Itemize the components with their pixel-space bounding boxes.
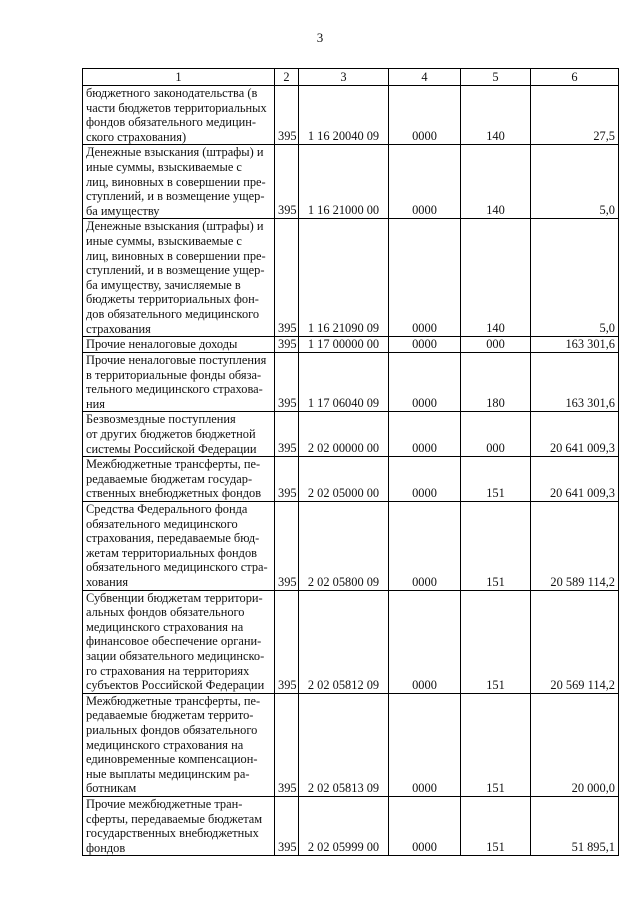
table-row	[83, 353, 619, 412]
program-code: 0000	[389, 219, 461, 337]
economic-code: 151	[461, 693, 531, 796]
row-description: Денежные взыскания (штрафы) и иные суммы, взыскиваемые с лиц, виновных в совершении пре- ступлений, и в возмещение ущер- ба имуществу	[83, 145, 275, 219]
column-header: 1	[83, 69, 275, 86]
row-description: Межбюджетные трансферты, пе- редаваемые бюджетам государ- ственных внебюджетных фондов	[83, 457, 275, 502]
column-header: 5	[461, 69, 531, 86]
table-row	[83, 590, 619, 693]
classification-code: 2 02 05800 09	[299, 502, 389, 591]
table-row	[83, 412, 619, 457]
program-code: 0000	[389, 353, 461, 412]
row-description: Прочие неналоговые поступления в территориальные фонды обяза- тельного медицинского страхова- ния	[83, 353, 275, 412]
classification-code: 1 16 20040 09	[299, 86, 389, 145]
admin-code: 395	[275, 693, 299, 796]
economic-code: 140	[461, 145, 531, 219]
classification-code: 2 02 05813 09	[299, 693, 389, 796]
program-code: 0000	[389, 502, 461, 591]
table-row	[83, 219, 619, 337]
amount: 163 301,6	[531, 353, 619, 412]
page-number: 3	[316, 30, 324, 45]
admin-code: 395	[275, 502, 299, 591]
row-description: Прочие межбюджетные тран- сферты, передаваемые бюджетам государственных внебюджетных фондов	[83, 796, 275, 855]
row-description: Безвозмездные поступления от других бюджетов бюджетной системы Российской Федерации	[83, 412, 275, 457]
economic-code: 140	[461, 219, 531, 337]
table-row	[83, 86, 619, 145]
classification-code: 2 02 05000 00	[299, 457, 389, 502]
amount: 5,0	[531, 219, 619, 337]
table-row	[83, 145, 619, 219]
admin-code: 395	[275, 145, 299, 219]
admin-code: 395	[275, 86, 299, 145]
column-header: 3	[299, 69, 389, 86]
table-row	[83, 502, 619, 591]
table-row	[83, 796, 619, 855]
amount: 5,0	[531, 145, 619, 219]
economic-code: 180	[461, 353, 531, 412]
table-row	[83, 693, 619, 796]
admin-code: 395	[275, 219, 299, 337]
amount: 51 895,1	[531, 796, 619, 855]
program-code: 0000	[389, 590, 461, 693]
row-description: Денежные взыскания (штрафы) и иные суммы, взыскиваемые с лиц, виновных в совершении пре- ступлений, и в возмещение ущер- ба имуществу, зачисляемые в бюджеты территориальных фон- дов обязательного медицинского страхования	[83, 219, 275, 337]
economic-code: 151	[461, 502, 531, 591]
amount: 20 000,0	[531, 693, 619, 796]
row-description: Прочие неналоговые доходы	[83, 337, 275, 353]
program-code: 0000	[389, 337, 461, 353]
column-header: 4	[389, 69, 461, 86]
amount: 27,5	[531, 86, 619, 145]
amount: 163 301,6	[531, 337, 619, 353]
program-code: 0000	[389, 86, 461, 145]
row-description: Субвенции бюджетам территори- альных фондов обязательного медицинского страхования на финансовое обеспечение органи- зации обязательного медицинско- го страхования на территориях субъектов Российской Федерации	[83, 590, 275, 693]
program-code: 0000	[389, 796, 461, 855]
program-code: 0000	[389, 693, 461, 796]
amount: 20 589 114,2	[531, 502, 619, 591]
classification-code: 2 02 05999 00	[299, 796, 389, 855]
column-header: 6	[531, 69, 619, 86]
economic-code: 000	[461, 337, 531, 353]
admin-code: 395	[275, 457, 299, 502]
classification-code: 1 16 21000 00	[299, 145, 389, 219]
classification-code: 2 02 05812 09	[299, 590, 389, 693]
economic-code: 151	[461, 796, 531, 855]
program-code: 0000	[389, 412, 461, 457]
admin-code: 395	[275, 796, 299, 855]
economic-code: 151	[461, 590, 531, 693]
row-description: бюджетного законодательства (в части бюджетов территориальных фондов обязательного медицин- ского страхования)	[83, 86, 275, 145]
table-row	[83, 457, 619, 502]
row-description: Средства Федерального фонда обязательного медицинского страхования, передаваемые бюд- жетам территориальных фондов обязательного медицинского стра- хования	[83, 502, 275, 591]
admin-code: 395	[275, 412, 299, 457]
economic-code: 151	[461, 457, 531, 502]
program-code: 0000	[389, 457, 461, 502]
classification-code: 2 02 00000 00	[299, 412, 389, 457]
economic-code: 140	[461, 86, 531, 145]
amount: 20 641 009,3	[531, 457, 619, 502]
admin-code: 395	[275, 590, 299, 693]
row-description: Межбюджетные трансферты, пе- редаваемые бюджетам террито- риальных фондов обязательного медицинского страхования на единовременные компенсацион- ные выплаты медицинским ра- ботникам	[83, 693, 275, 796]
admin-code: 395	[275, 353, 299, 412]
economic-code: 000	[461, 412, 531, 457]
classification-code: 1 17 00000 00	[299, 337, 389, 353]
column-header: 2	[275, 69, 299, 86]
program-code: 0000	[389, 145, 461, 219]
admin-code: 395	[275, 337, 299, 353]
table-row	[83, 337, 619, 353]
amount: 20 641 009,3	[531, 412, 619, 457]
budget-revenue-table	[82, 68, 619, 856]
classification-code: 1 17 06040 09	[299, 353, 389, 412]
amount: 20 569 114,2	[531, 590, 619, 693]
header-row	[83, 69, 619, 86]
classification-code: 1 16 21090 09	[299, 219, 389, 337]
